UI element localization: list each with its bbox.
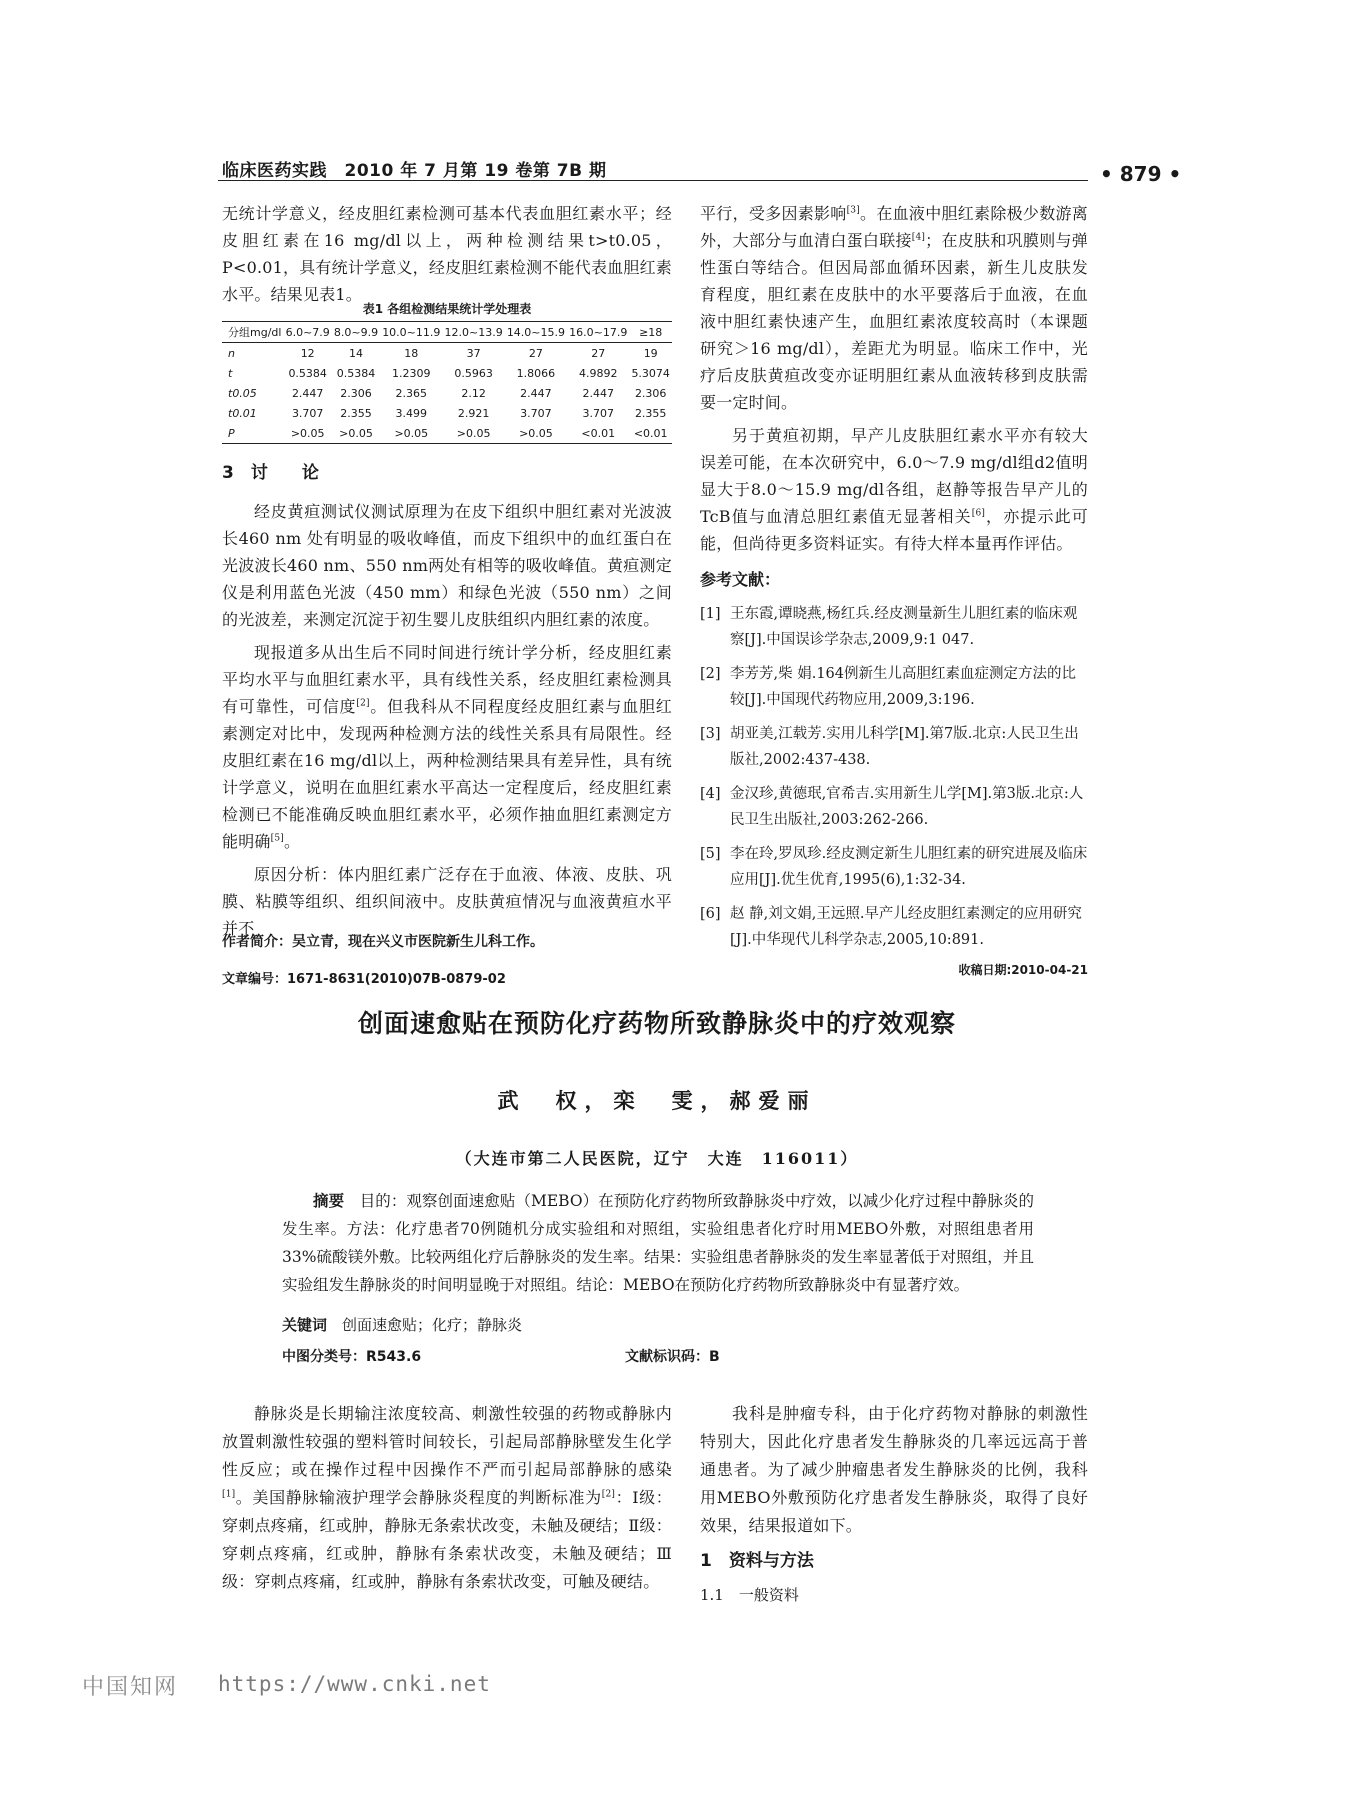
table-cell: <0.01 <box>633 426 668 440</box>
table-row-label: t <box>228 366 233 380</box>
table-row <box>222 423 672 444</box>
table-cell: 37 <box>466 346 481 360</box>
abstract-text: 目的：观察创面速愈贴（MEBO）在预防化疗药物所致静脉炎中疗效，以减少化疗过程中静脉炎的发生率。方法：化疗患者70例随机分成实验组和对照组，实验组患者化疗时用MEBO外敷，对照组患者用33%硫酸镁外敷。比较两组化疗后静脉炎的发生率。结果：实验组患者静脉炎的发生率显著低于对照组，并且实验组发生静脉炎的时间明显晚于对照组。结论：MEBO在预防化疗药物所致静脉炎中有显著疗效。 <box>282 1192 1034 1294</box>
reference-number: [6] <box>700 906 721 922</box>
received-date: 收稿日期:2010-04-21 <box>958 963 1088 977</box>
table-cell: 0.5963 <box>454 366 493 380</box>
references-heading: 参考文献： <box>700 570 781 589</box>
table-header-row <box>222 322 672 343</box>
left-a: 静脉炎是长期输注浓度较高、刺激性较强的药物或静脉内放置刺激性较强的塑料管时间较长，引起局部静脉壁发生化学性反应；或在操作过程中因操作不严而引起局部静脉的感染 <box>222 1404 672 1479</box>
table-cell: 2.306 <box>340 386 372 400</box>
article1-left-column <box>222 200 672 308</box>
left-c: ：Ⅰ级：穿刺点疼痛，红或肿，静脉无条索状改变，未触及硬结；Ⅱ级：穿刺点疼痛，红或肿，静脉有条索状改变，未触及硬结；Ⅲ级：穿刺点疼痛，红或肿，静脉有条索状改变，可触及硬结。 <box>222 1488 673 1591</box>
reference-item <box>700 841 1088 893</box>
reference-item <box>700 901 1088 953</box>
right-p1-b: 。在血液中胆红素除极少数游离外，大部分与血清白蛋白联接 <box>700 204 1088 250</box>
table-cell: >0.05 <box>519 426 553 440</box>
right-p1-a: 平行，受多因素影响 <box>700 204 847 223</box>
citation-2b[interactable]: [2] <box>601 1489 616 1500</box>
table-row <box>222 403 672 423</box>
abstract <box>282 1187 1034 1299</box>
discussion-paragraph-3: 原因分析：体内胆红素广泛存在于血液、体液、皮肤、巩膜、粘膜等组织、组织间液中。皮肤黄疸情况与血液黄疸水平并不 <box>222 865 672 938</box>
citation-2[interactable]: [2] <box>356 698 370 709</box>
reference-text: 胡亚美,江载芳.实用儿科学[M].第7版.北京:人民卫生出版社,2002:437-438. <box>730 726 1079 768</box>
page-number: • 879 • <box>1100 162 1182 186</box>
reference-item <box>700 781 1088 833</box>
article-affiliation: （大连市第二人民医院，辽宁 大连 116011） <box>455 1149 859 1168</box>
table-cell: 2.447 <box>520 386 552 400</box>
table-column-header: 10.0~11.9 <box>382 325 441 339</box>
table-column-header: 14.0~15.9 <box>506 325 566 339</box>
reference-number: [2] <box>700 666 721 682</box>
article-title: 创面速愈贴在预防化疗药物所致静脉炎中的疗效观察 <box>357 1009 956 1038</box>
article1-left-lower <box>222 458 672 942</box>
reference-text: 金汉珍,黄德珉,官希吉.实用新生儿学[M].第3版.北京:人民卫生出版社,2003:262-266. <box>730 786 1084 828</box>
reference-text: 赵 静,刘文娟,王远照.早产儿经皮胆红素测定的应用研究[J].中华现代儿科学杂志,2005,10:891. <box>730 906 1082 948</box>
table-row-label: P <box>228 426 235 440</box>
table-column-header: 8.0~9.9 <box>333 325 379 339</box>
discussion-p2-start: 现报道多从出生后不同时间进行统计学分析，经皮胆红素平均水平与血胆红素水平，具有线性关系，经皮胆红素检测具有可靠性，可信度 <box>222 643 672 716</box>
stats-table <box>222 321 672 444</box>
article-authors: 武 权，栾 雯，郝爱丽 <box>497 1088 817 1113</box>
journal-header: 临床医药实践 2010 年 7 月第 19 卷第 7B 期 <box>222 161 607 181</box>
header-rule <box>218 180 1088 181</box>
document-code: 文献标识码：B <box>625 1349 720 1365</box>
table-cell: >0.05 <box>456 426 491 440</box>
table-cell: 14 <box>348 346 363 360</box>
abstract-label: 摘要 <box>313 1191 345 1210</box>
keywords-text: 创面速愈贴；化疗；静脉炎 <box>342 1316 523 1334</box>
article-id: 文章编号：1671-8631(2010)07B-0879-02 <box>222 972 506 987</box>
table-cell: 2.447 <box>291 386 324 400</box>
right-p2-a: 另于黄疸初期，早产儿皮肤胆红素水平亦有较大误差可能，在本次研究中，6.0～7.9 mg/dl组d2值明显大于8.0～15.9 mg/dl各组，赵静等报告早产儿的TcB值与血清总胆红素值无显著相关 <box>700 426 1088 526</box>
table-cell: >0.05 <box>394 426 429 440</box>
table-cell: 2.306 <box>634 386 667 400</box>
table-column-header: ≥18 <box>639 325 663 339</box>
stats-table-wrap <box>222 321 672 444</box>
reference-list <box>700 601 1088 953</box>
table-cell: 19 <box>643 346 658 360</box>
reference-text: 王东霞,谭晓燕,杨红兵.经皮测量新生儿胆红素的临床观察[J].中国误诊学杂志,2009,9:1 047. <box>730 606 1078 648</box>
table-column-header: 16.0~17.9 <box>569 325 628 339</box>
table-cell: 2.447 <box>582 386 614 400</box>
right-p1-c: ；在皮肤和巩膜则与弹性蛋白等结合。但因局部血循环因素，新生儿皮肤发育程度，胆红素在皮肤中的水平要落后于血液，在血液中胆红素快速产生，血胆红素浓度较高时（本课题研究＞16 mg/dl），差距尤为明显。临床工作中，光疗后皮肤黄疸改变亦证明胆红素从血液转移到皮肤需要一定时间。 <box>700 231 1088 412</box>
table-row <box>222 383 672 403</box>
classification-number: 中图分类号：R543.6 <box>282 1349 422 1365</box>
reference-item <box>700 601 1088 653</box>
table-cell: 12 <box>300 346 315 360</box>
table-cell: 5.3074 <box>631 366 670 380</box>
intro-paragraph: 无统计学意义，经皮胆红素检测可基本代表血胆红素水平；经皮胆红素在16 mg/dl以上，两种检测结果t>t0.05，P<0.01，具有统计学意义，经皮胆红素检测不能代表血胆红素水平。结果见表1。 <box>222 204 672 304</box>
table-cell: 0.5384 <box>288 366 327 380</box>
table-cell: 0.5384 <box>336 366 376 380</box>
reference-number: [5] <box>700 846 721 862</box>
reference-text: 李在玲,罗凤珍.经皮测定新生儿胆红素的研究进展及临床应用[J].优生优育,1995(6),1:32-34. <box>730 846 1088 888</box>
left-b: 。美国静脉输液护理学会静脉炎程度的判断标准为 <box>235 1488 602 1507</box>
citation-3[interactable]: [3] <box>846 205 860 216</box>
table-cell: 2.365 <box>395 386 428 400</box>
table-cell: 1.2309 <box>392 366 431 380</box>
keywords-label: 关键词 <box>282 1316 328 1334</box>
citation-5[interactable]: [5] <box>270 833 284 844</box>
author-bio: 作者简介：吴立青，现在兴义市医院新生儿科工作。 <box>222 934 544 950</box>
table-row <box>222 343 672 364</box>
table-title: 表1 各组检测结果统计学处理表 <box>362 302 532 316</box>
reference-item <box>700 661 1088 713</box>
table-row-label: n <box>228 346 235 360</box>
keywords <box>282 1314 522 1335</box>
article2-right-column <box>700 1400 1088 1610</box>
article2-right-paragraph: 我科是肿瘤专科，由于化疗药物对静脉的刺激性特别大，因此化疗患者发生静脉炎的几率远远高于普通患者。为了减少肿瘤患者发生静脉炎的比例，我科用MEBO外敷预防化疗患者发生静脉炎，取得了良好效果，结果报道如下。 <box>700 1404 1088 1535</box>
table-cell: 27 <box>528 346 543 360</box>
table-row <box>222 363 672 383</box>
table-cell: >0.05 <box>290 426 325 440</box>
table-cell: 3.707 <box>582 406 614 420</box>
section-1-heading: 1 资料与方法 <box>700 1551 814 1571</box>
table-cell: 1.8066 <box>516 366 556 380</box>
right-paragraph-2 <box>700 422 1088 557</box>
table-cell: 3.499 <box>395 406 428 420</box>
table-cell: 4.9892 <box>578 366 618 380</box>
citation-4[interactable]: [4] <box>911 232 926 243</box>
reference-item <box>700 721 1088 773</box>
table-cell: 2.355 <box>340 406 372 420</box>
reference-number: [1] <box>700 606 721 622</box>
table-row-label: t0.05 <box>228 386 257 400</box>
table-column-header: 分组mg/dl <box>228 326 282 339</box>
citation-6[interactable]: [6] <box>971 508 986 519</box>
right-p2-b: ，亦提示此可能，但尚待更多资料证实。有待大样本量再作评估。 <box>700 507 1088 553</box>
table-column-header: 6.0~7.9 <box>285 325 330 339</box>
watermark-name: 中国知网 <box>82 1675 179 1700</box>
citation-1[interactable]: [1] <box>222 1489 236 1500</box>
table-cell: 3.707 <box>520 406 552 420</box>
right-paragraph-1 <box>700 200 1088 416</box>
table-cell: 18 <box>404 346 419 360</box>
discussion-paragraph-1: 经皮黄疸测试仪测试原理为在皮下组织中胆红素对光波波长460 nm 处有明显的吸收峰值，而皮下组织中的血红蛋白在光波波长460 nm、550 nm两处有相等的吸收峰值。黄疸测定仪是利用蓝色光波（450 mm）和绿色光波（550 nm）之间的光波差，来测定沉淀于初生婴儿皮肤组织内胆红素的浓度。 <box>222 502 672 629</box>
table-cell: >0.05 <box>339 426 373 440</box>
watermark-url[interactable]: https://www.cnki.net <box>218 1672 491 1696</box>
table-row-label: t0.01 <box>228 406 257 420</box>
table-cell: <0.01 <box>581 426 616 440</box>
section-1-1-heading: 1.1 一般资料 <box>700 1586 799 1604</box>
table-cell: 3.707 <box>291 406 324 420</box>
table-cell: 2.355 <box>634 406 667 420</box>
section-3-heading: 3 讨 论 <box>222 463 319 483</box>
reference-text: 李芳芳,柴 娟.164例新生儿高胆红素血症测定方法的比较[J].中国现代药物应用,2009,3:196. <box>730 666 1077 708</box>
discussion-p2-rest: 。但我科从不同程度经皮胆红素与血胆红素测定对比中，发现两种检测方法的线性关系具有局限性。经皮胆红素在16 mg/dl以上，两种检测结果具有差异性，具有统计学意义，说明在血胆红素水平高达一定程度后，经皮胆红素检测已不能准确反映血胆红素水平，必须作抽血胆红素测定方能明确 <box>222 697 672 851</box>
table-cell: 2.921 <box>457 406 490 420</box>
table-cell: 2.12 <box>461 386 486 400</box>
article1-right-column <box>700 200 1088 978</box>
discussion-paragraph-2: 现报道多从出生后不同时间进行统计学分析，经皮胆红素平均水平与血胆红素水平，具有线性关系，经皮胆红素检测具有可靠性，可信度[2]。但我科从不同程度经皮胆红素与血胆红素测定对比中，发现两种检测方法的线性关系具有局限性。经皮胆红素在16 mg/dl以上，两种检测结果具有差异性，具有统计学意义，说明在血胆红素水平高达一定程度后，经皮胆红素检测已不能准确反映血胆红素水平，必须作抽血胆红素测定方能明确[5]。 <box>222 643 672 851</box>
reference-number: [3] <box>700 726 721 742</box>
reference-number: [4] <box>700 786 721 802</box>
article2-left-column <box>222 1400 672 1596</box>
article2-left-paragraph <box>222 1400 672 1596</box>
table-column-header: 12.0~13.9 <box>444 325 503 339</box>
table-cell: 27 <box>591 346 606 360</box>
